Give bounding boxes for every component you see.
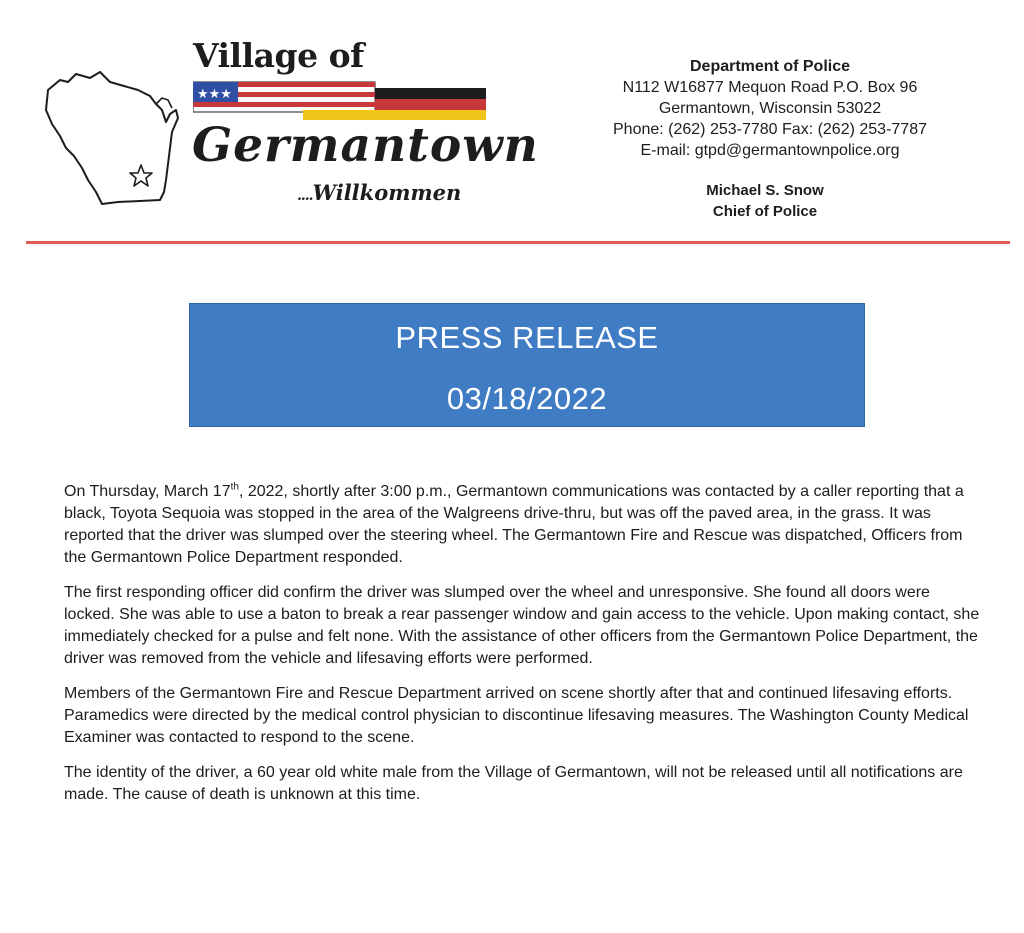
willkommen-text: Willkommen	[312, 180, 462, 205]
press-release-banner	[189, 303, 865, 427]
department-name: Department of Police	[689, 58, 851, 75]
phone-fax-line: Phone: (262) 253-7780 Fax: (262) 253-7787	[613, 121, 927, 138]
willkommen-tagline	[297, 180, 461, 205]
address-line-2: Germantown, Wisconsin 53022	[658, 100, 882, 117]
release-body	[64, 481, 984, 819]
willkommen-dots: ....	[297, 188, 313, 204]
us-flag-icon	[193, 82, 375, 112]
chief-info	[630, 180, 900, 222]
village-of-heading: Village of	[193, 36, 364, 75]
press-release-date: 03/18/2022	[446, 381, 608, 416]
address-line-1: N112 W16877 Mequon Road P.O. Box 96	[622, 79, 918, 96]
p1-start: On Thursday, March 17	[64, 483, 231, 500]
press-release-title: PRESS RELEASE	[395, 320, 659, 355]
body-paragraph-3: Members of the Germantown Fire and Rescue Department arrived on scene shortly after that and continued lifesaving efforts. Paramedics were directed by the medical control physician to discontinue lifesaving measures. The Washington County Medical Examiner was contacted to respond to the scene.	[64, 685, 969, 746]
germantown-wordmark: Germantown	[192, 118, 539, 173]
p1-ordinal: th	[230, 481, 239, 493]
wisconsin-map-icon	[38, 52, 188, 212]
header-divider	[26, 241, 1010, 244]
flags-banner	[193, 80, 488, 122]
p1-rest: , 2022, shortly after 3:00 p.m., Germantown communications was contacted by a caller reporting that a black, Toyota Sequoia was stopped in the area of the Walgreens drive-thru, but was off the paved area, in the grass. It was reported that the driver was slumped over the steering wheel. The Germantown Fire and Rescue was dispatched, Officers from the Germantown Police Department responded.	[64, 483, 964, 566]
body-paragraph-2: The first responding officer did confirm the driver was slumped over the wheel and unresponsive. She found all doors were locked. She was able to use a baton to break a rear passenger window and gain access to the vehicle. Upon making contact, she immediately checked for a pulse and felt none. With the assistance of other officers from the Germantown Police Department, the driver was removed from the vehicle and lifesaving efforts were performed.	[64, 584, 980, 667]
email-line: E-mail: gtpd@germantownpolice.org	[640, 142, 900, 159]
chief-title: Chief of Police	[712, 203, 818, 220]
body-paragraph-4: The identity of the driver, a 60 year old white male from the Village of Germantown, will not be released until all notifications are made. The cause of death is unknown at this time.	[64, 764, 963, 803]
chief-name: Michael S. Snow	[706, 182, 824, 199]
department-info	[580, 56, 960, 161]
svg-text:★★★: ★★★	[197, 87, 232, 102]
body-paragraph-1	[64, 481, 984, 569]
